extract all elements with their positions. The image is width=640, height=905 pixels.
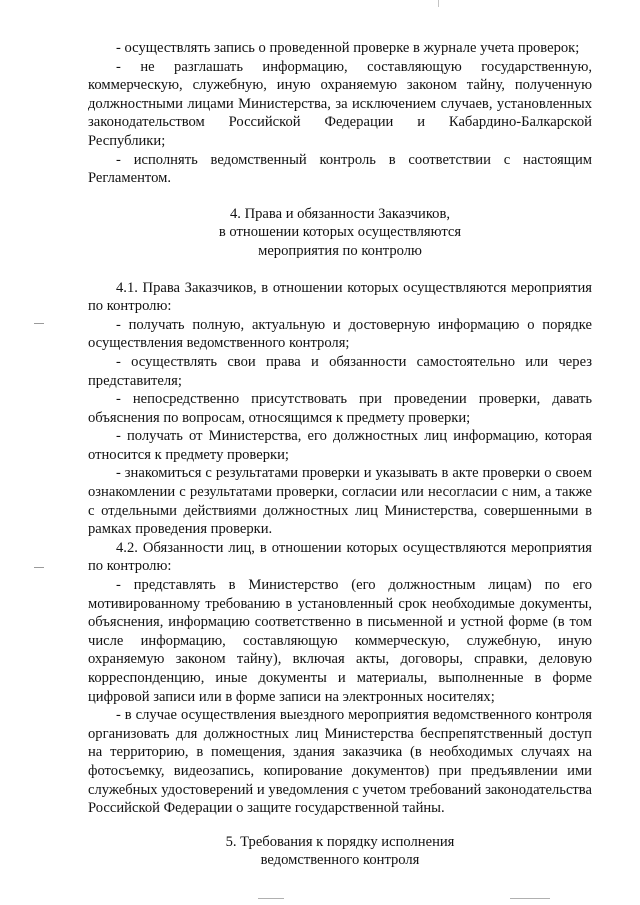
paragraph-duty-provide-documents: - представлять в Министерство (его должностным лицам) по его мотивированному требованию в установленный срок необходимые документы, объяснения, информацию соответственно в письменной и устной форме (в том числе информацию, составляющую коммерческую, служебную, иную охраняемую законом тайну), включая акты, договоры, справки, деловую корреспонденцию, иные документы и материалы, выполненные в форме цифровой записи или в форме записи на электронных носителях;: [88, 577, 592, 705]
paragraph-right-information: - получать полную, актуальную и достоверную информацию о порядке осуществления ведомственного контроля;: [88, 316, 592, 352]
scan-mark-left-2: [34, 567, 44, 568]
section-5-heading: [88, 833, 592, 870]
section-5-heading-line: 5. Требования к порядку исполнения: [225, 833, 455, 850]
scan-mark-bottom-2: [510, 898, 550, 899]
paragraph-execute-control: - исполнять ведомственный контроль в соответствии с настоящим Регламентом.: [88, 151, 592, 187]
document-body: [88, 39, 592, 870]
scan-mark-bottom-1: [258, 898, 284, 899]
paragraph-4-1: 4.1. Права Заказчиков, в отношении которых осуществляются мероприятия по контролю:: [88, 279, 592, 315]
paragraph-duty-provide-access: - в случае осуществления выездного мероприятия ведомственного контроля организовать для должностных лиц Министерства беспрепятственный доступ на территорию, в помещения, здания заказчика (в необходимых случаях на фотосъемку, видеозапись, копирование документов) при предъявлении ими служебных удостоверений и уведомления с учетом требований законодательства Российской Федерации о защите государственной тайны.: [88, 707, 592, 817]
paragraph-right-review-results: - знакомиться с результатами проверки и указывать в акте проверки о своем ознакомлении с результатами проверки, согласии или несогласии с ним, а также с отдельными действиями должностных лиц Министерства, совершенными в рамках проведения проверки.: [88, 465, 592, 538]
scan-mark-top: [438, 0, 439, 7]
paragraph-right-receive-info: - получать от Министерства, его должностных лиц информацию, которая относится к предмету проверки;: [88, 428, 592, 463]
paragraph-4-2: 4.2. Обязанности лиц, в отношении которых осуществляются мероприятия по контролю:: [88, 539, 592, 575]
paragraph-no-disclosure: - не разглашать информацию, составляющую государственную, коммерческую, служебную, иную охраняемую законом тайну, полученную должностными лицами Министерства, за исключением случаев, установленных законодательством Российской Федерации и Кабардино-Балкарской Республики;: [88, 58, 592, 149]
section-4-heading-line: мероприятия по контролю: [258, 242, 422, 259]
section-4-heading-line: 4. Права и обязанности Заказчиков,: [229, 205, 451, 222]
paragraph-record-inspection: - осуществлять запись о проведенной проверке в журнале учета проверок;: [116, 40, 580, 56]
section-4-heading: [88, 205, 592, 261]
paragraph-right-representative: - осуществлять свои права и обязанности самостоятельно или через представителя;: [88, 353, 592, 389]
scan-mark-left-1: [34, 323, 44, 324]
section-4-heading-line: в отношении которых осуществляются: [218, 224, 462, 241]
paragraph-right-attend: - непосредственно присутствовать при проведении проверки, давать объяснения по вопросам, относящимся к предмету проверки;: [88, 391, 592, 426]
section-5-heading-line: ведомственного контроля: [260, 852, 420, 869]
